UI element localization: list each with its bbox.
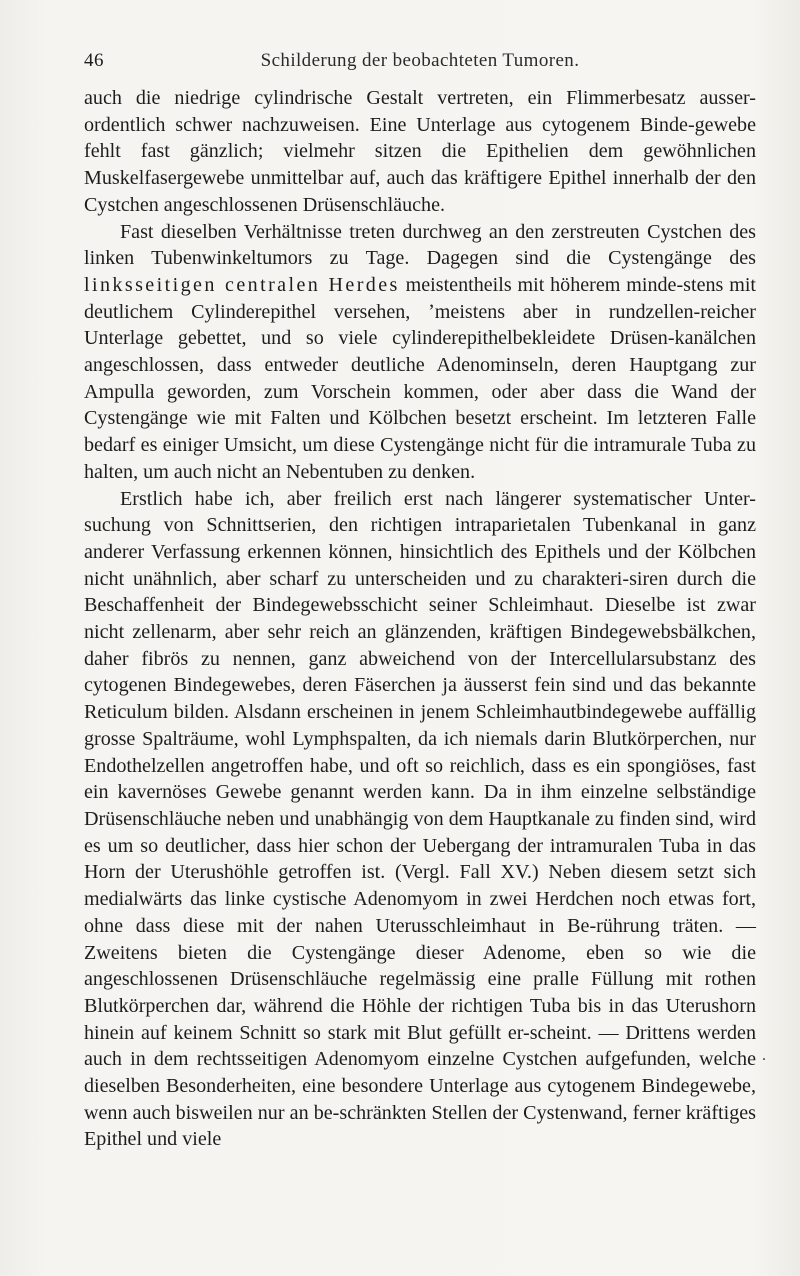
paragraph-3: Erstlich habe ich, aber freilich erst nach längerer systematischer Unter-suchung von Schnittserien, den richtigen intraparietalen Tubenkanal in ganz anderer Verfassung erkennen können, hinsichtlich des Epithels und der Kölbchen nicht unähnlich, aber scharf zu unterscheiden und zu charakteri-siren durch die Beschaffenheit der Bindegewebsschicht seiner Schleimhaut. Dieselbe ist zwar nicht zellenarm, aber sehr reich an glänzenden, kräftigen Bindegewebsbälkchen, daher fibrös zu nennen, ganz abweichend von der Intercellularsubstanz des cytogenen Bindegewebes, deren Fäserchen ja äusserst fein sind und das bekannte Reticulum bilden. Alsdann erscheinen in jenem Schleimhautbindegewebe auffällig grosse Spalträume, wohl Lymphspalten, da ich niemals darin Blutkörperchen, nur Endothelzellen angetroffen habe, und oft so reichlich, dass es ein spongiöses, fast ein kavernöses Gewebe genannt werden kann. Da in ihm einzelne selbständige Drüsenschläuche neben und unabhängig von dem Hauptkanale zu finden sind, wird es um so deutlicher, dass hier schon der Uebergang der intramuralen Tuba in das Horn der Uterushöhle getroffen ist. (Vergl. Fall XV.) Neben diesem setzt sich medialwärts das linke cystische Adenomyom in zwei Herdchen noch etwas fort, ohne dass diese mit der nahen Uterusschleimhaut in Be-rührung träten. — Zweitens bieten die Cystengänge dieser Adenome, eben so wie die angeschlossenen Drüsenschläuche regelmässig eine pralle Füllung mit rothen Blutkörperchen dar, während die Höhle der richtigen Tuba bis in das Uterushorn hinein auf keinem Schnitt so stark mit Blut gefüllt er-scheint. — Drittens werden auch in dem rechtsseitigen Adenomyom einzelne Cystchen aufgefunden, welche dieselben Besonderheiten, eine besondere Unterlage aus cytogenem Bindegewebe, wenn auch bisweilen nur an be-schränkten Stellen der Cystenwand, ferner kräftiges Epithel und viele: [84, 487, 756, 1151]
paragraph-1: auch die niedrige cylindrische Gestalt vertreten, ein Flimmerbesatz ausser-ordentlich schwer nachzuweisen. Eine Unterlage aus cytogenem Binde-gewebe fehlt fast gänzlich; vielmehr sitzen die Epithelien dem gewöhnlichen Muskelfasergewebe unmittelbar auf, auch das kräftigere Epithel innerhalb der den Cystchen angeschlossenen Drüsenschläuche.: [84, 87, 756, 216]
page-number: 46: [84, 50, 104, 71]
paragraph-2-start: Fast dieselben Verhältnisse treten durchweg an den zerstreuten Cystchen des linken Tubenwinkeltumors zu Tage. Dagegen sind die Cystengänge des: [84, 220, 756, 270]
running-title: Schilderung der beobachteten Tumoren.: [260, 50, 580, 71]
page-header: [84, 46, 756, 76]
body-text: [84, 85, 756, 1153]
margin-mark: .: [762, 1047, 766, 1064]
emphasized-phrase: linksseitigen centralen Herdes: [84, 273, 400, 296]
paragraph-2: [84, 219, 756, 486]
paragraph-2-end: meistentheils mit höherem minde-stens mit deutlichem Cylinderepithel versehen, ʼmeistens aber in rundzellen-reicher Unterlage gebettet, und so viele cylinderepithelbekleidete Drüsen-kanälchen angeschlossen, dass entweder deutliche Adenominseln, deren Hauptgang zur Ampulla geworden, zum Vorschein kommen, oder aber dass die Wand der Cystengänge wie mit Falten und Kölbchen besetzt erscheint. Im letzteren Falle bedarf es einiger Umsicht, um diese Cystengänge nicht für die intramurale Tuba zu halten, um auch nicht an Nebentuben zu denken.: [84, 273, 756, 483]
